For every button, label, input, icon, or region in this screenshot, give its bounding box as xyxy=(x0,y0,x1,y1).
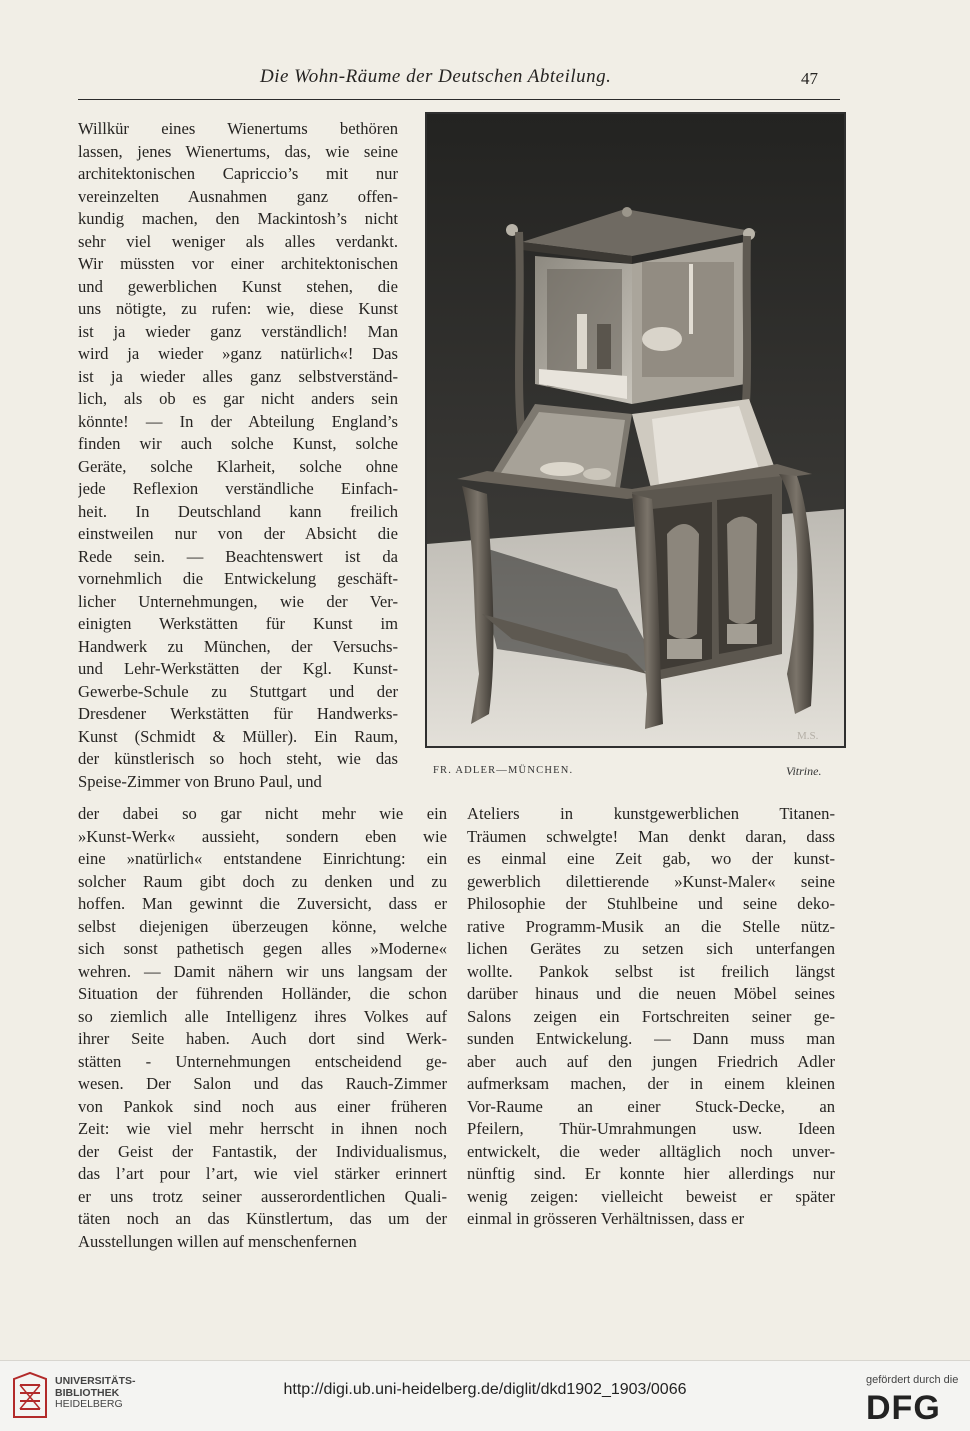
text-line: vornehmlich die Entwickelung geschäft- xyxy=(78,569,398,588)
text-line: einmal in grösseren Verhältnissen, dass er xyxy=(467,1209,745,1228)
dfg-logo-text: DFG xyxy=(866,1389,941,1423)
library-name-line: UNIVERSITÄTS- xyxy=(55,1375,136,1387)
text-line: einigten Werkstätten für Kunst im xyxy=(78,614,398,633)
text-line: wollte. Pankok selbst ist freilich längst xyxy=(467,961,835,981)
text-line: darüber hinaus und die neuen Möbel seines xyxy=(467,984,835,1003)
text-line: »Kunst-Werk« aussieht, sondern eben wie xyxy=(78,826,447,846)
figure-caption-credit: FR. ADLER—MÜNCHEN. xyxy=(433,765,574,776)
text-line: sich sonst pathetisch gegen alles »Moderne« xyxy=(78,939,447,958)
text-line: der dabei so gar nicht mehr wie ein xyxy=(78,804,447,823)
text-line: von Pankok sind noch aus einer früheren xyxy=(78,1096,447,1116)
text-line: und gewerblichen Kunst stehen, die xyxy=(78,276,398,296)
text-line: Kunst (Schmidt & Müller). Ein Raum, xyxy=(78,726,398,746)
text-line: finden wir auch solche Kunst, solche xyxy=(78,434,398,453)
text-line: das l’art pour l’art, wie viel stärker erinnert xyxy=(78,1164,447,1183)
text-line: lichen Gerätes zu setzen sich unterfangen xyxy=(467,939,835,958)
text-line: Vor-Raume an einer Stuck-Decke, an xyxy=(467,1096,835,1116)
right-column-text xyxy=(467,803,835,1231)
text-line: wird ja wieder »ganz natürlich«! Das xyxy=(78,344,398,363)
text-line: wesen. Der Salon und das Rauch-Zimmer xyxy=(78,1074,447,1093)
text-line: Pfeilern, Thür-Umrahmungen usw. Ideen xyxy=(467,1119,835,1138)
text-line: Wir müssten vor einer architektonischen xyxy=(78,254,398,273)
left-column-lower-text xyxy=(78,803,447,1253)
dfg-logo xyxy=(866,1389,956,1423)
text-line: Willkür eines Wienertums bethören xyxy=(78,119,398,138)
text-line: Träumen schwelgte! Man denkt daran, dass xyxy=(467,826,835,846)
text-line: wehren. — Damit nähern wir uns langsam der xyxy=(78,961,447,981)
text-line: Gewerbe-Schule zu Stuttgart und der xyxy=(78,681,398,701)
text-line: lassen, jenes Wienertums, das, wie seine xyxy=(78,141,398,161)
text-line: der künstlerisch so hoch steht, wie das xyxy=(78,749,398,768)
text-line: entwickelt, die weder alltäglich noch unver- xyxy=(467,1141,835,1161)
text-line: Situation der führenden Holländer, die schon xyxy=(78,984,447,1003)
text-line: sehr viel weniger als alles verdankt. xyxy=(78,231,398,251)
text-line: vereinzelten Ausnahmen ganz offen- xyxy=(78,186,398,206)
viewer-footer xyxy=(0,1360,970,1431)
text-line: Salons zeigen ein Fortschreiten seiner ge- xyxy=(467,1006,835,1026)
text-line: solcher Raum gibt doch zu denken und zu xyxy=(78,871,447,891)
text-line: täten noch an das Künstlertum, das um der xyxy=(78,1209,447,1228)
text-line: Ateliers in kunstgewerblichen Titanen- xyxy=(467,804,835,823)
text-line: selbst diejenigen überzeugen könne, welche xyxy=(78,916,447,936)
text-line: Philosophie der Stuhlbeine und seine deko- xyxy=(467,894,835,913)
text-line: sunden Entwickelung. — Dann muss man xyxy=(467,1029,835,1048)
text-line: so ziemlich alle Intelligenz ihres Volkes auf xyxy=(78,1006,447,1026)
source-url-link[interactable]: http://digi.ub.uni-heidelberg.de/diglit/dkd1902_1903/0066 xyxy=(283,1381,687,1398)
text-line: und Lehr-Werkstätten der Kgl. Kunst- xyxy=(78,659,398,678)
vitrine-photograph xyxy=(425,112,846,748)
text-line: ist ja wieder alles ganz selbstverständ- xyxy=(78,366,398,386)
text-line: rative Programm-Musik an die Stelle nütz- xyxy=(467,916,835,936)
text-line: Zeit: wie viel mehr herrscht in ihnen noch xyxy=(78,1119,447,1138)
text-line: heit. In Deutschland kann freilich xyxy=(78,501,398,521)
text-line: kundig machen, den Mackintosh’s nicht xyxy=(78,209,398,228)
text-line: Geräte, solche Klarheit, solche ohne xyxy=(78,456,398,476)
text-line: Dresdener Werkstätten für Handwerks- xyxy=(78,704,398,723)
photo-monogram: M.S. xyxy=(797,730,819,742)
text-line: architektonischen Capriccio’s mit nur xyxy=(78,164,398,183)
text-line: könnte! — In der Abteilung England’s xyxy=(78,411,398,431)
text-line: jede Reflexion verständliche Einfach- xyxy=(78,479,398,498)
text-line: aufmerksam machen, der in einem kleinen xyxy=(467,1074,835,1093)
text-line: ihrer Seite haben. Auch dort sind Werk- xyxy=(78,1029,447,1048)
library-name-line: HEIDELBERG xyxy=(55,1398,123,1410)
header-rule xyxy=(78,99,840,100)
text-line: aber auch auf den jungen Friedrich Adler xyxy=(467,1051,835,1071)
text-line: eine »natürlich« entstandene Einrichtung: ein xyxy=(78,849,447,868)
running-title: Die Wohn-Räume der Deutschen Abteilung. xyxy=(260,66,612,87)
text-line: der Geist der Fantastik, der Individualismus, xyxy=(78,1141,447,1161)
text-line: lich, als ob es gar nicht anders sein xyxy=(78,389,398,408)
library-name-line: BIBLIOTHEK xyxy=(55,1386,120,1399)
figure-caption-title: Vitrine. xyxy=(786,764,822,778)
text-line: Rede sein. — Beachtenswert ist da xyxy=(78,546,398,566)
text-line: es einmal eine Zeit gab, wo der kunst- xyxy=(467,849,835,868)
text-line: wenig zeigen: vielleicht beweist er später xyxy=(467,1186,835,1206)
text-line: nünftig sind. Er konnte hier allerdings nur xyxy=(467,1164,835,1183)
left-column-text xyxy=(78,118,398,793)
text-line: ist ja wieder ganz verständlich! Man xyxy=(78,321,398,341)
text-line: hoffen. Man gewinnt die Zuversicht, dass er xyxy=(78,894,447,913)
funding-label: gefördert durch die xyxy=(866,1374,959,1386)
page-number: 47 xyxy=(801,69,818,88)
text-line: einstweilen nur von der Absicht die xyxy=(78,524,398,543)
text-line: Ausstellungen willen auf menschenfernen xyxy=(78,1231,357,1251)
text-line: stätten - Unternehmungen entscheidend ge- xyxy=(78,1051,447,1071)
text-line: licher Unternehmungen, wie der Ver- xyxy=(78,591,398,611)
text-line: Handwerk zu München, der Versuchs- xyxy=(78,636,398,656)
text-line: uns nötigte, zu rufen: wie, diese Kunst xyxy=(78,299,398,318)
vitrine-illustration xyxy=(427,114,844,746)
text-line: Speise-Zimmer von Bruno Paul, und xyxy=(78,771,322,791)
text-line: gewerblich dilettierende »Kunst-Maler« seine xyxy=(467,871,835,891)
text-line: er uns trotz seiner ausserordentlichen Quali- xyxy=(78,1186,447,1206)
